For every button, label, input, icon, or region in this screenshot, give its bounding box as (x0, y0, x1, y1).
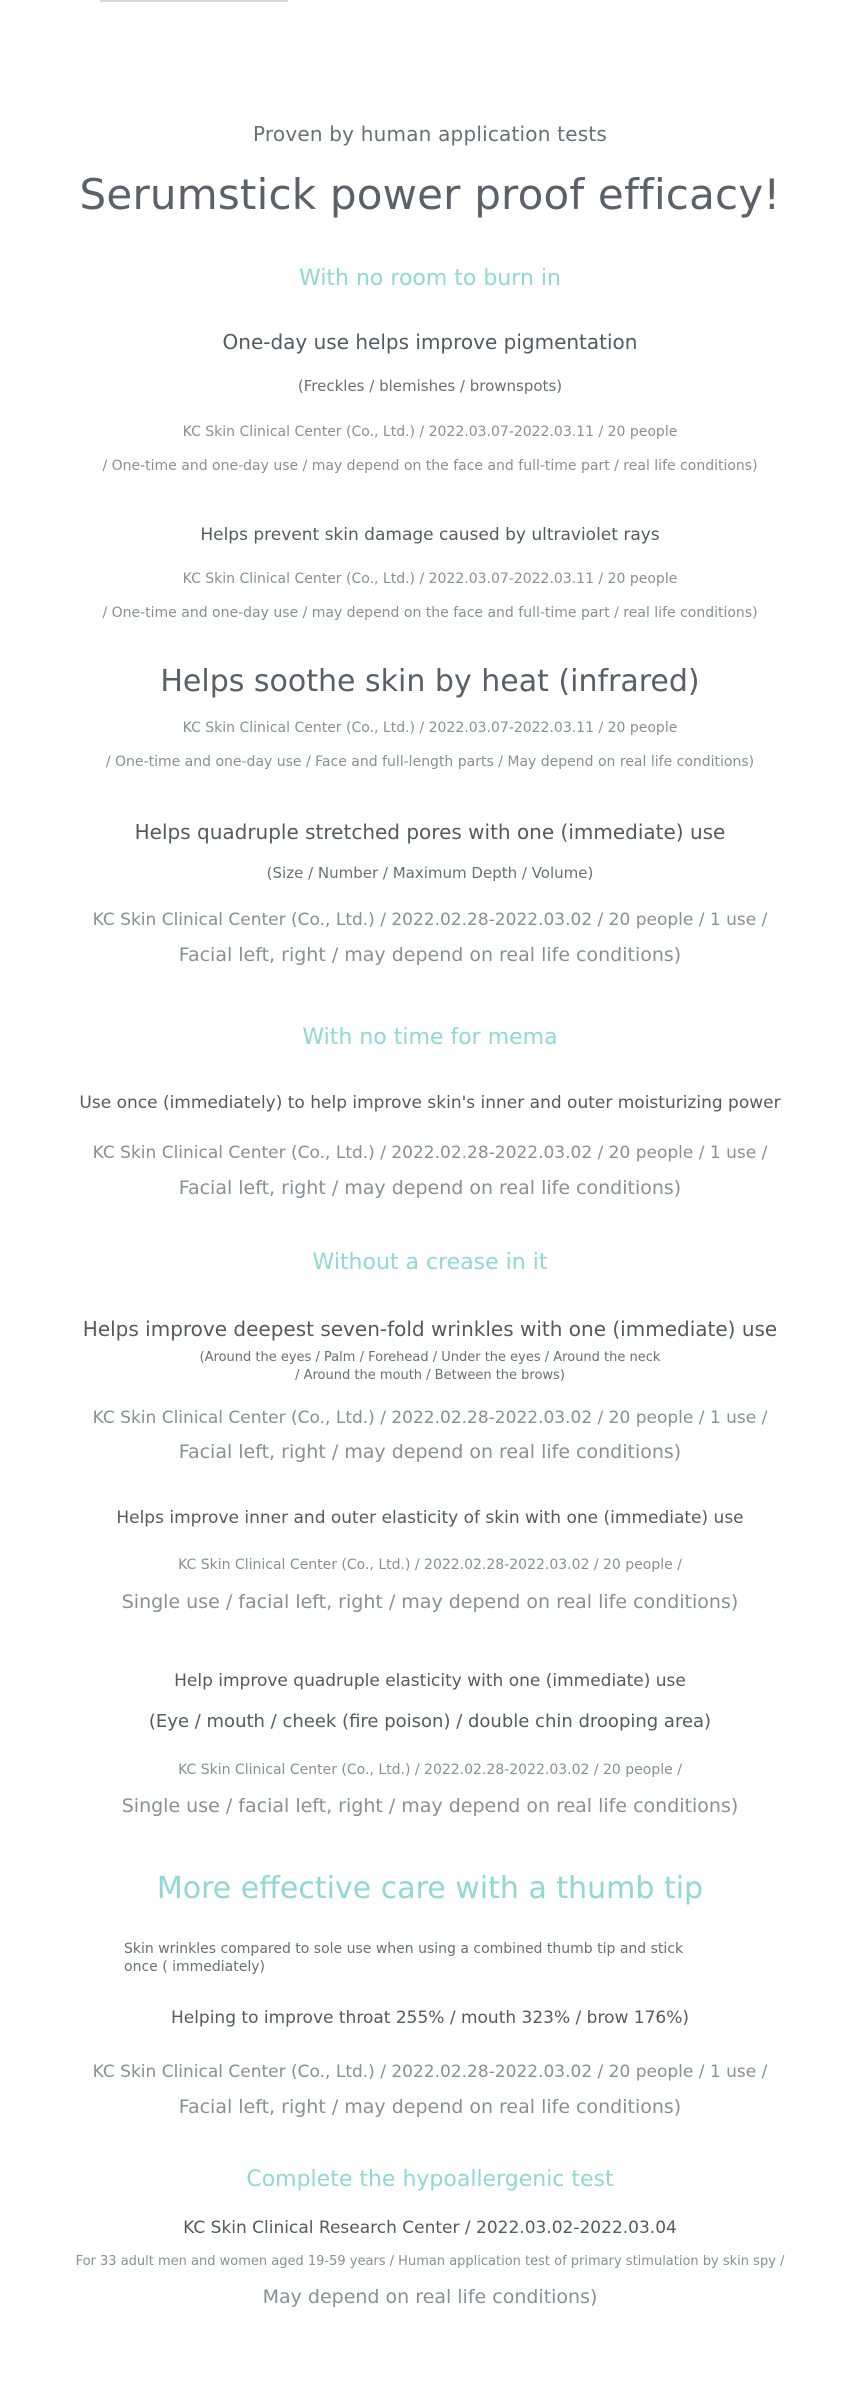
claim-moisture-meta-1: KC Skin Clinical Center (Co., Ltd.) / 2022.02.28-2022.03.02 / 20 people / 1 use / (92, 1143, 768, 1163)
claim-pigmentation-sub: (Freckles / blemishes / brownspots) (297, 377, 563, 395)
hypo-center: KC Skin Clinical Research Center / 2022.03.02-2022.03.04 (183, 2218, 677, 2238)
section-title-crease: Without a crease in it (312, 1250, 548, 1275)
claim-pores-meta-2: Facial left, right / may depend on real life conditions) (178, 944, 682, 966)
section-title-burn: With no room to burn in (299, 266, 561, 291)
hypo-note: May depend on real life conditions) (262, 2286, 598, 2308)
claim-quadruple-elasticity: Help improve quadruple elasticity with one (immediate) use (174, 1671, 686, 1691)
claim-quadruple-elasticity-sub: (Eye / mouth / cheek (fire poison) / double chin drooping area) (148, 1711, 712, 1732)
thumb-meta-2: Facial left, right / may depend on real life conditions) (178, 2096, 682, 2118)
claim-moisture-meta-2: Facial left, right / may depend on real life conditions) (178, 1177, 682, 1199)
claim-pigmentation-meta-1: KC Skin Clinical Center (Co., Ltd.) / 2022.03.07-2022.03.11 / 20 people (182, 424, 678, 440)
claim-pores-meta-1: KC Skin Clinical Center (Co., Ltd.) / 2022.02.28-2022.03.02 / 20 people / 1 use / (92, 910, 768, 930)
claim-pigmentation: One-day use helps improve pigmentation (222, 330, 638, 354)
claim-uv: Helps prevent skin damage caused by ultraviolet rays (200, 525, 660, 545)
section-title-thumb: More effective care with a thumb tip (156, 1871, 704, 1906)
claim-uv-meta-2: / One-time and one-day use / may depend on the face and full-time part / real life conditions) (102, 605, 758, 621)
claim-heat-meta-2: / One-time and one-day use / Face and full-length parts / May depend on real life conditions) (105, 754, 755, 770)
claim-elasticity-meta-2: Single use / facial left, right / may depend on real life conditions) (121, 1591, 739, 1613)
section-title-mema: With no time for mema (302, 1025, 558, 1050)
claim-quadruple-elasticity-meta-1: KC Skin Clinical Center (Co., Ltd.) / 2022.02.28-2022.03.02 / 20 people / (178, 1762, 682, 1778)
claim-pores-sub: (Size / Number / Maximum Depth / Volume) (266, 864, 594, 882)
claim-pigmentation-meta-2: / One-time and one-day use / may depend on the face and full-time part / real life conditions) (102, 458, 758, 474)
thumb-meta-1: KC Skin Clinical Center (Co., Ltd.) / 2022.02.28-2022.03.02 / 20 people / 1 use / (92, 2062, 768, 2082)
claim-elasticity: Helps improve inner and outer elasticity of skin with one (immediate) use (116, 1508, 744, 1528)
claim-wrinkles: Helps improve deepest seven-fold wrinkles with one (immediate) use (82, 1317, 778, 1341)
hypo-detail: For 33 adult men and women aged 19-59 years / Human application test of primary stimulation by skin spy / (75, 2254, 785, 2269)
claim-uv-meta-1: KC Skin Clinical Center (Co., Ltd.) / 2022.03.07-2022.03.11 / 20 people (182, 571, 678, 587)
eyebrow-text: Proven by human application tests (252, 122, 608, 146)
claim-wrinkles-sub-1: (Around the eyes / Palm / Forehead / Under the eyes / Around the neck (199, 1350, 661, 1365)
page-title: Serumstick power proof efficacy! (79, 170, 781, 219)
top-divider (100, 0, 288, 2)
section-title-hypoallergenic: Complete the hypoallergenic test (246, 2167, 614, 2192)
thumb-intro: Skin wrinkles compared to sole use when using a combined thumb tip and stick once ( immediately) (124, 1941, 684, 1975)
claim-heat: Helps soothe skin by heat (infrared) (160, 664, 700, 699)
claim-elasticity-meta-1: KC Skin Clinical Center (Co., Ltd.) / 2022.02.28-2022.03.02 / 20 people / (178, 1557, 682, 1573)
claim-moisture: Use once (immediately) to help improve skin's inner and outer moisturizing power (79, 1093, 781, 1113)
claim-heat-meta-1: KC Skin Clinical Center (Co., Ltd.) / 2022.03.07-2022.03.11 / 20 people (182, 720, 678, 736)
claim-quadruple-elasticity-meta-2: Single use / facial left, right / may depend on real life conditions) (121, 1795, 739, 1817)
claim-wrinkles-meta-2: Facial left, right / may depend on real life conditions) (178, 1441, 682, 1463)
claim-wrinkles-meta-1: KC Skin Clinical Center (Co., Ltd.) / 2022.02.28-2022.03.02 / 20 people / 1 use / (92, 1408, 768, 1428)
claim-wrinkles-sub-2: / Around the mouth / Between the brows) (295, 1368, 565, 1383)
thumb-result: Helping to improve throat 255% / mouth 323% / brow 176%) (170, 2008, 690, 2028)
claim-pores: Helps quadruple stretched pores with one (immediate) use (134, 820, 726, 844)
